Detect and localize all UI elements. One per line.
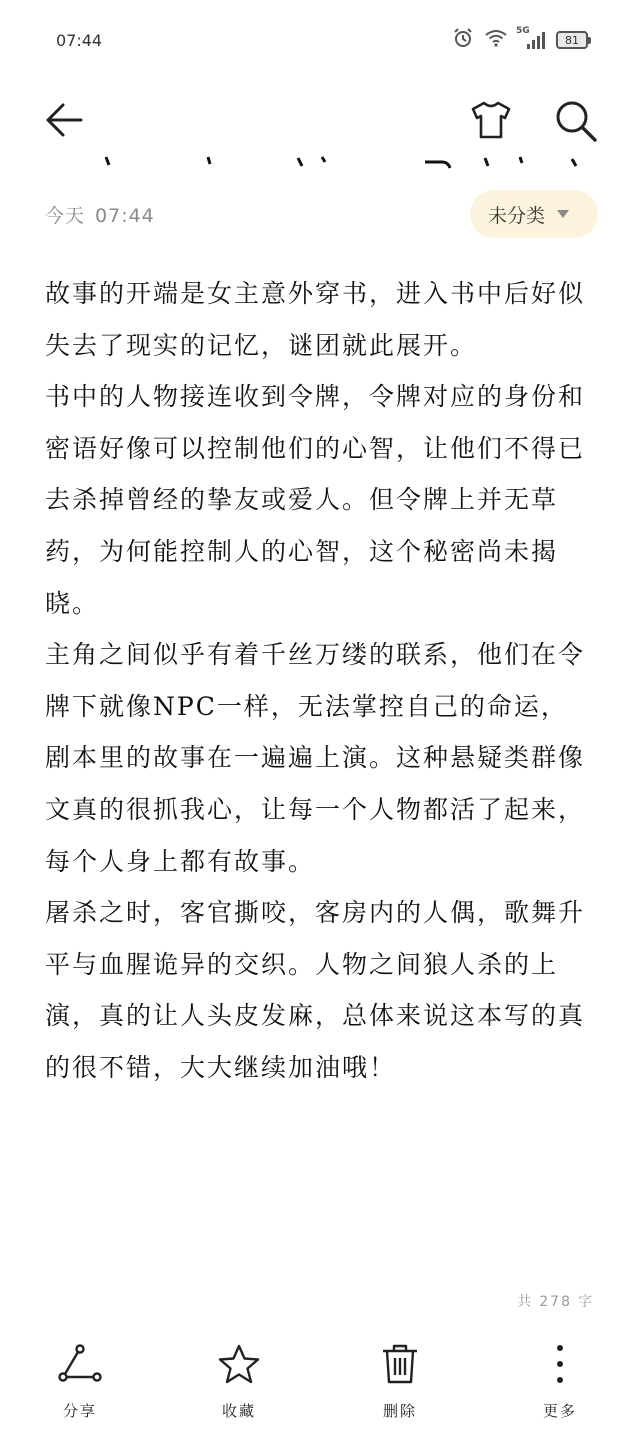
note-date-label: 今天 <box>45 205 86 227</box>
character-count <box>517 1291 594 1311</box>
star-icon <box>217 1342 261 1386</box>
note-time: 07:44 <box>95 205 155 227</box>
note-paragraph: 书中的人物接连收到令牌，令牌对应的身份和密语好像可以控制他们的心智，让他们不得已去杀掉曾经的挚友或爱人。但令牌上并无草药，为何能控制人的心智，这个秘密尚未揭晓。 <box>45 382 586 618</box>
bottom-toolbar <box>0 1330 640 1429</box>
caret-down-icon <box>557 210 569 218</box>
status-bar <box>0 0 640 80</box>
note-paragraph: 主角之间似乎有着千丝万缕的联系，他们在令牌下就像NPC一样，无法掌控自己的命运，剧本里的故事在一遍遍上演。这种悬疑类群像文真的很抓我心，让每一个人物都活了起来，每个人身上都有故事。 <box>45 640 586 876</box>
share-button[interactable] <box>40 1342 120 1422</box>
network-type: 5G <box>516 26 530 36</box>
status-time: 07:44 <box>56 31 103 50</box>
favorite-button[interactable] <box>199 1342 279 1422</box>
delete-label: 删除 <box>382 1402 417 1420</box>
status-icons <box>452 27 588 53</box>
favorite-label: 收藏 <box>221 1402 256 1420</box>
count-value: 278 <box>539 1294 572 1310</box>
theme-button[interactable] <box>466 96 516 144</box>
more-vertical-icon <box>538 1342 582 1386</box>
note-paragraph: 屠杀之时，客官撕咬，客房内的人偶，歌舞升平与血腥诡异的交织。人物之间狼人杀的上演，真的让人头皮发麻，总体来说这本写的真的很不错，大大继续加油哦！ <box>45 898 586 1082</box>
note-body[interactable] <box>45 268 593 1094</box>
back-button[interactable] <box>40 98 88 142</box>
category-label: 未分类 <box>488 204 546 227</box>
scrolled-text-fragment <box>40 156 600 172</box>
wifi-icon <box>484 28 508 52</box>
more-label: 更多 <box>542 1402 577 1420</box>
count-prefix: 共 <box>517 1294 534 1310</box>
category-selector[interactable] <box>470 190 598 238</box>
share-label: 分享 <box>62 1402 97 1420</box>
search-button[interactable] <box>550 96 602 146</box>
battery-icon <box>556 31 588 49</box>
tshirt-icon <box>470 100 512 140</box>
share-icon <box>58 1342 102 1386</box>
arrow-left-icon <box>44 102 84 138</box>
battery-level: 81 <box>565 33 579 47</box>
trash-icon <box>378 1342 422 1386</box>
search-icon <box>554 99 598 143</box>
note-timestamp <box>45 201 155 228</box>
more-button[interactable] <box>520 1342 600 1422</box>
top-toolbar <box>0 88 640 152</box>
delete-button[interactable] <box>360 1342 440 1422</box>
signal-icon <box>516 26 546 51</box>
note-paragraph: 故事的开端是女主意外穿书，进入书中后好似失去了现实的记忆，谜团就此展开。 <box>45 279 586 360</box>
count-suffix: 字 <box>578 1294 594 1310</box>
alarm-icon <box>452 27 474 53</box>
